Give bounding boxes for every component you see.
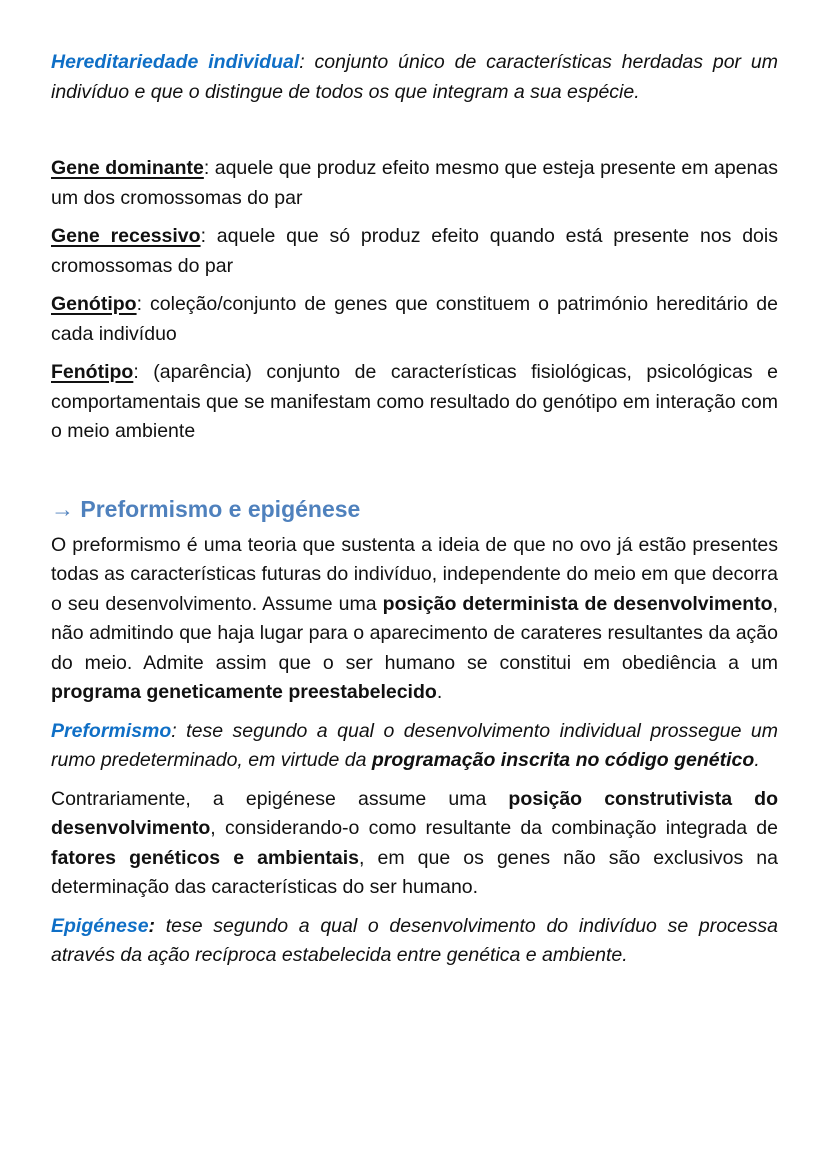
term-hereditariedade: Hereditariedade individual: [51, 51, 300, 73]
definition-preformismo: [51, 717, 778, 776]
term-gene-dominante: Gene dominante: [51, 157, 204, 179]
document-page: [51, 48, 778, 971]
emphasis: programa geneticamente preestabelecido: [51, 681, 437, 703]
text: , considerando-o como resultante da combinação integrada de: [210, 817, 778, 839]
arrow-right-icon: →: [51, 495, 74, 522]
section-title: Preformismo e epigénese: [80, 495, 361, 522]
term-epigenese: Epigénese: [51, 914, 149, 937]
text: .: [754, 749, 760, 771]
text: O preformismo é uma teoria que sustenta a ideia de que no ovo já estão presentes todas as características futuras do indivíduo, independente do meio em que decorra o seu desenvolvimento. Assume uma: [51, 533, 778, 615]
definition-text: : coleção/conjunto de genes que constituem o património hereditário de cada indivíduo: [51, 293, 778, 345]
text: Contrariamente, a epigénese assume uma: [51, 787, 509, 810]
paragraph-preformismo: [51, 531, 778, 708]
term-preformismo: Preformismo: [51, 719, 172, 742]
definition-hereditariedade: [51, 48, 778, 107]
text: , em que os genes não são exclusivos na determinação das características do ser humano.: [51, 846, 778, 898]
definition-text: : (aparência) conjunto de características fisiológicas, psicológicas e comportamentais que se manifestam como resultado do genótipo em interação com o meio ambiente: [51, 361, 778, 442]
definition-text: : aquele que produz efeito mesmo que esteja presente em apenas um dos cromossomas do par: [51, 157, 778, 209]
emphasis: fatores genéticos e ambientais: [51, 846, 359, 869]
definition-genotipo: [51, 290, 778, 349]
definition-gene-recessivo: [51, 222, 778, 281]
term-fenotipo: Fenótipo: [51, 361, 134, 383]
definition-epigenese: [51, 912, 778, 971]
definition-gene-dominante: [51, 154, 778, 213]
emphasis: posição determinista de desenvolvimento: [382, 592, 773, 615]
section-heading: [51, 494, 778, 524]
emphasis: posição construtivista do desenvolvimento: [51, 787, 778, 839]
paragraph-epigenese: [51, 785, 778, 903]
definition-text: tese segundo a qual o desenvolvimento do indivíduo se processa através da ação recíproca estabelecida entre genética e ambiente.: [51, 914, 778, 966]
definition-text: : tese segundo a qual o desenvolvimento individual prossegue um rumo predeterminado, em virtude da: [51, 719, 778, 771]
separator: :: [299, 51, 315, 73]
definition-text: conjunto único de características herdadas por um indivíduo e que o distingue de todos os que integram a sua espécie.: [51, 51, 778, 103]
separator: :: [148, 914, 156, 937]
text: .: [436, 681, 443, 703]
term-genotipo: Genótipo: [51, 293, 137, 315]
term-gene-recessivo: Gene recessivo: [51, 225, 201, 247]
emphasis: programação inscrita no código genético: [371, 749, 755, 771]
definition-fenotipo: [51, 358, 778, 447]
definition-text: : aquele que só produz efeito quando está presente nos dois cromossomas do par: [51, 225, 778, 277]
text: , não admitindo que haja lugar para o aparecimento de carateres resultantes da ação do meio. Admite assim que o ser humano se constitui em obediência a um: [51, 592, 778, 674]
